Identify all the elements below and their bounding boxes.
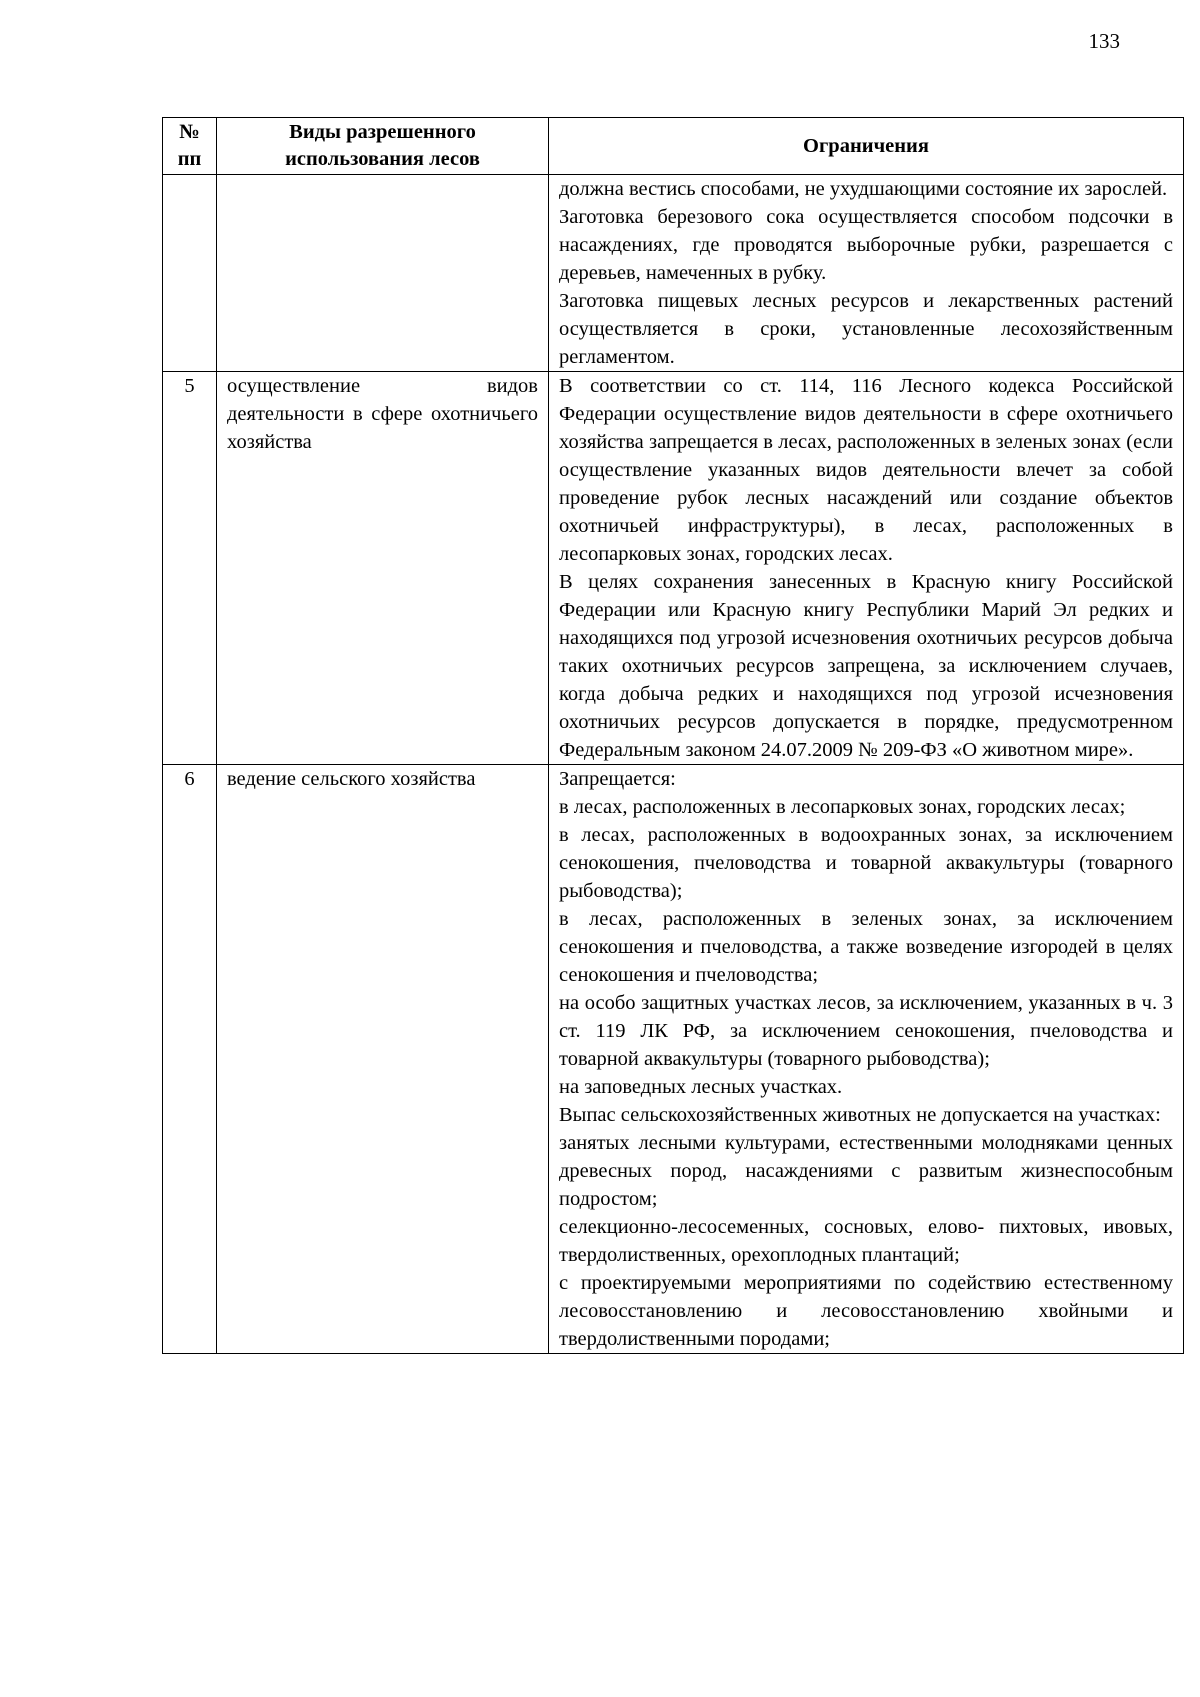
restriction-paragraph: на заповедных лесных участках. [559, 1076, 843, 1098]
row-restrictions [549, 175, 1184, 372]
restriction-paragraph: Заготовка пищевых лесных ресурсов и лекарственных растений осуществляется в сроки, установленные лесохозяйственным регламентом. [559, 290, 1173, 368]
restriction-paragraph: в лесах, расположенных в зеленых зонах, за исключением сенокошения и пчеловодства, а также возведение изгородей в целях сенокошения и пчеловодства; [559, 908, 1173, 986]
restriction-paragraph: должна вестись способами, не ухудшающими состояние их зарослей. [559, 178, 1168, 200]
restriction-paragraph: Запрещается: [559, 768, 676, 790]
restriction-paragraph: Выпас сельскохозяйственных животных не допускается на участках: [559, 1104, 1161, 1126]
header-usage-type-line2: использования лесов [285, 148, 480, 170]
restriction-paragraph: В целях сохранения занесенных в Красную книгу Российской Федерации или Красную книгу Республики Марий Эл редких и находящихся под угрозой исчезновения охотничьих ресурсов добыча таких охотничьих ресурсов запрещена, за исключением случаев, когда добыча редких и находящихся под угрозой исчезновения охотничьих ресурсов допускается в порядке, предусмотренном Федеральным законом 24.07.2009 № 209-ФЗ «О животном мире». [559, 571, 1173, 761]
row-usage-type [217, 175, 549, 372]
row-usage-type: ведение сельского хозяйства [217, 765, 549, 1354]
header-usage-type-line1: Виды разрешенного [289, 121, 476, 143]
restriction-paragraph: Заготовка березового сока осуществляется способом подсочки в насаждениях, где проводятся выборочные рубки, разрешается с деревьев, намеченных в рубку. [559, 206, 1173, 284]
row-restrictions [549, 765, 1184, 1354]
table-row [163, 765, 1184, 1354]
header-restrictions [549, 118, 1184, 175]
header-number [163, 118, 217, 175]
table-header-row [163, 118, 1184, 175]
restriction-paragraph: на особо защитных участках лесов, за исключением, указанных в ч. 3 ст. 119 ЛК РФ, за исключением сенокошения, пчеловодства и товарной аквакультуры (товарного рыбоводства); [559, 992, 1173, 1070]
restriction-paragraph: в лесах, расположенных в водоохранных зонах, за исключением сенокошения, пчеловодства и товарной аквакультуры (товарного рыбоводства); [559, 824, 1173, 902]
row-number [163, 175, 217, 372]
header-number-line1: № [179, 121, 200, 143]
row-restrictions [549, 372, 1184, 765]
header-number-line2: пп [177, 148, 202, 170]
table-row [163, 372, 1184, 765]
restriction-paragraph: селекционно-лесосеменных, сосновых, елово- пихтовых, ивовых, твердолиственных, орехоплодных плантаций; [559, 1216, 1173, 1266]
header-usage-type [217, 118, 549, 175]
row-usage-type: осуществление видов деятельности в сфере охотничьего хозяйства [217, 372, 549, 765]
row-number: 5 [163, 372, 217, 765]
page-number: 133 [1088, 29, 1120, 53]
row-number: 6 [163, 765, 217, 1354]
restriction-paragraph: В соответствии со ст. 114, 116 Лесного кодекса Российской Федерации осуществление видов деятельности в сфере охотничьего хозяйства запрещается в лесах, расположенных в зеленых зонах (если осуществление указанных видов деятельности влечет за собой проведение рубок лесных насаждений или создание объектов охотничьей инфраструктуры), в лесах, расположенных в лесопарковых зонах, городских лесах. [559, 375, 1173, 565]
header-restrictions-label: Ограничения [803, 134, 929, 157]
restriction-paragraph: занятых лесными культурами, естественными молодняками ценных древесных пород, насаждениями с развитым жизнеспособным подростом; [559, 1132, 1173, 1210]
restrictions-table [162, 117, 1184, 1354]
table-row [163, 175, 1184, 372]
restriction-paragraph: в лесах, расположенных в лесопарковых зонах, городских лесах; [559, 796, 1126, 818]
restriction-paragraph: с проектируемыми мероприятиями по содействию естественному лесовосстановлению и лесовосстановлению хвойными и твердолиственными породами; [559, 1272, 1173, 1350]
